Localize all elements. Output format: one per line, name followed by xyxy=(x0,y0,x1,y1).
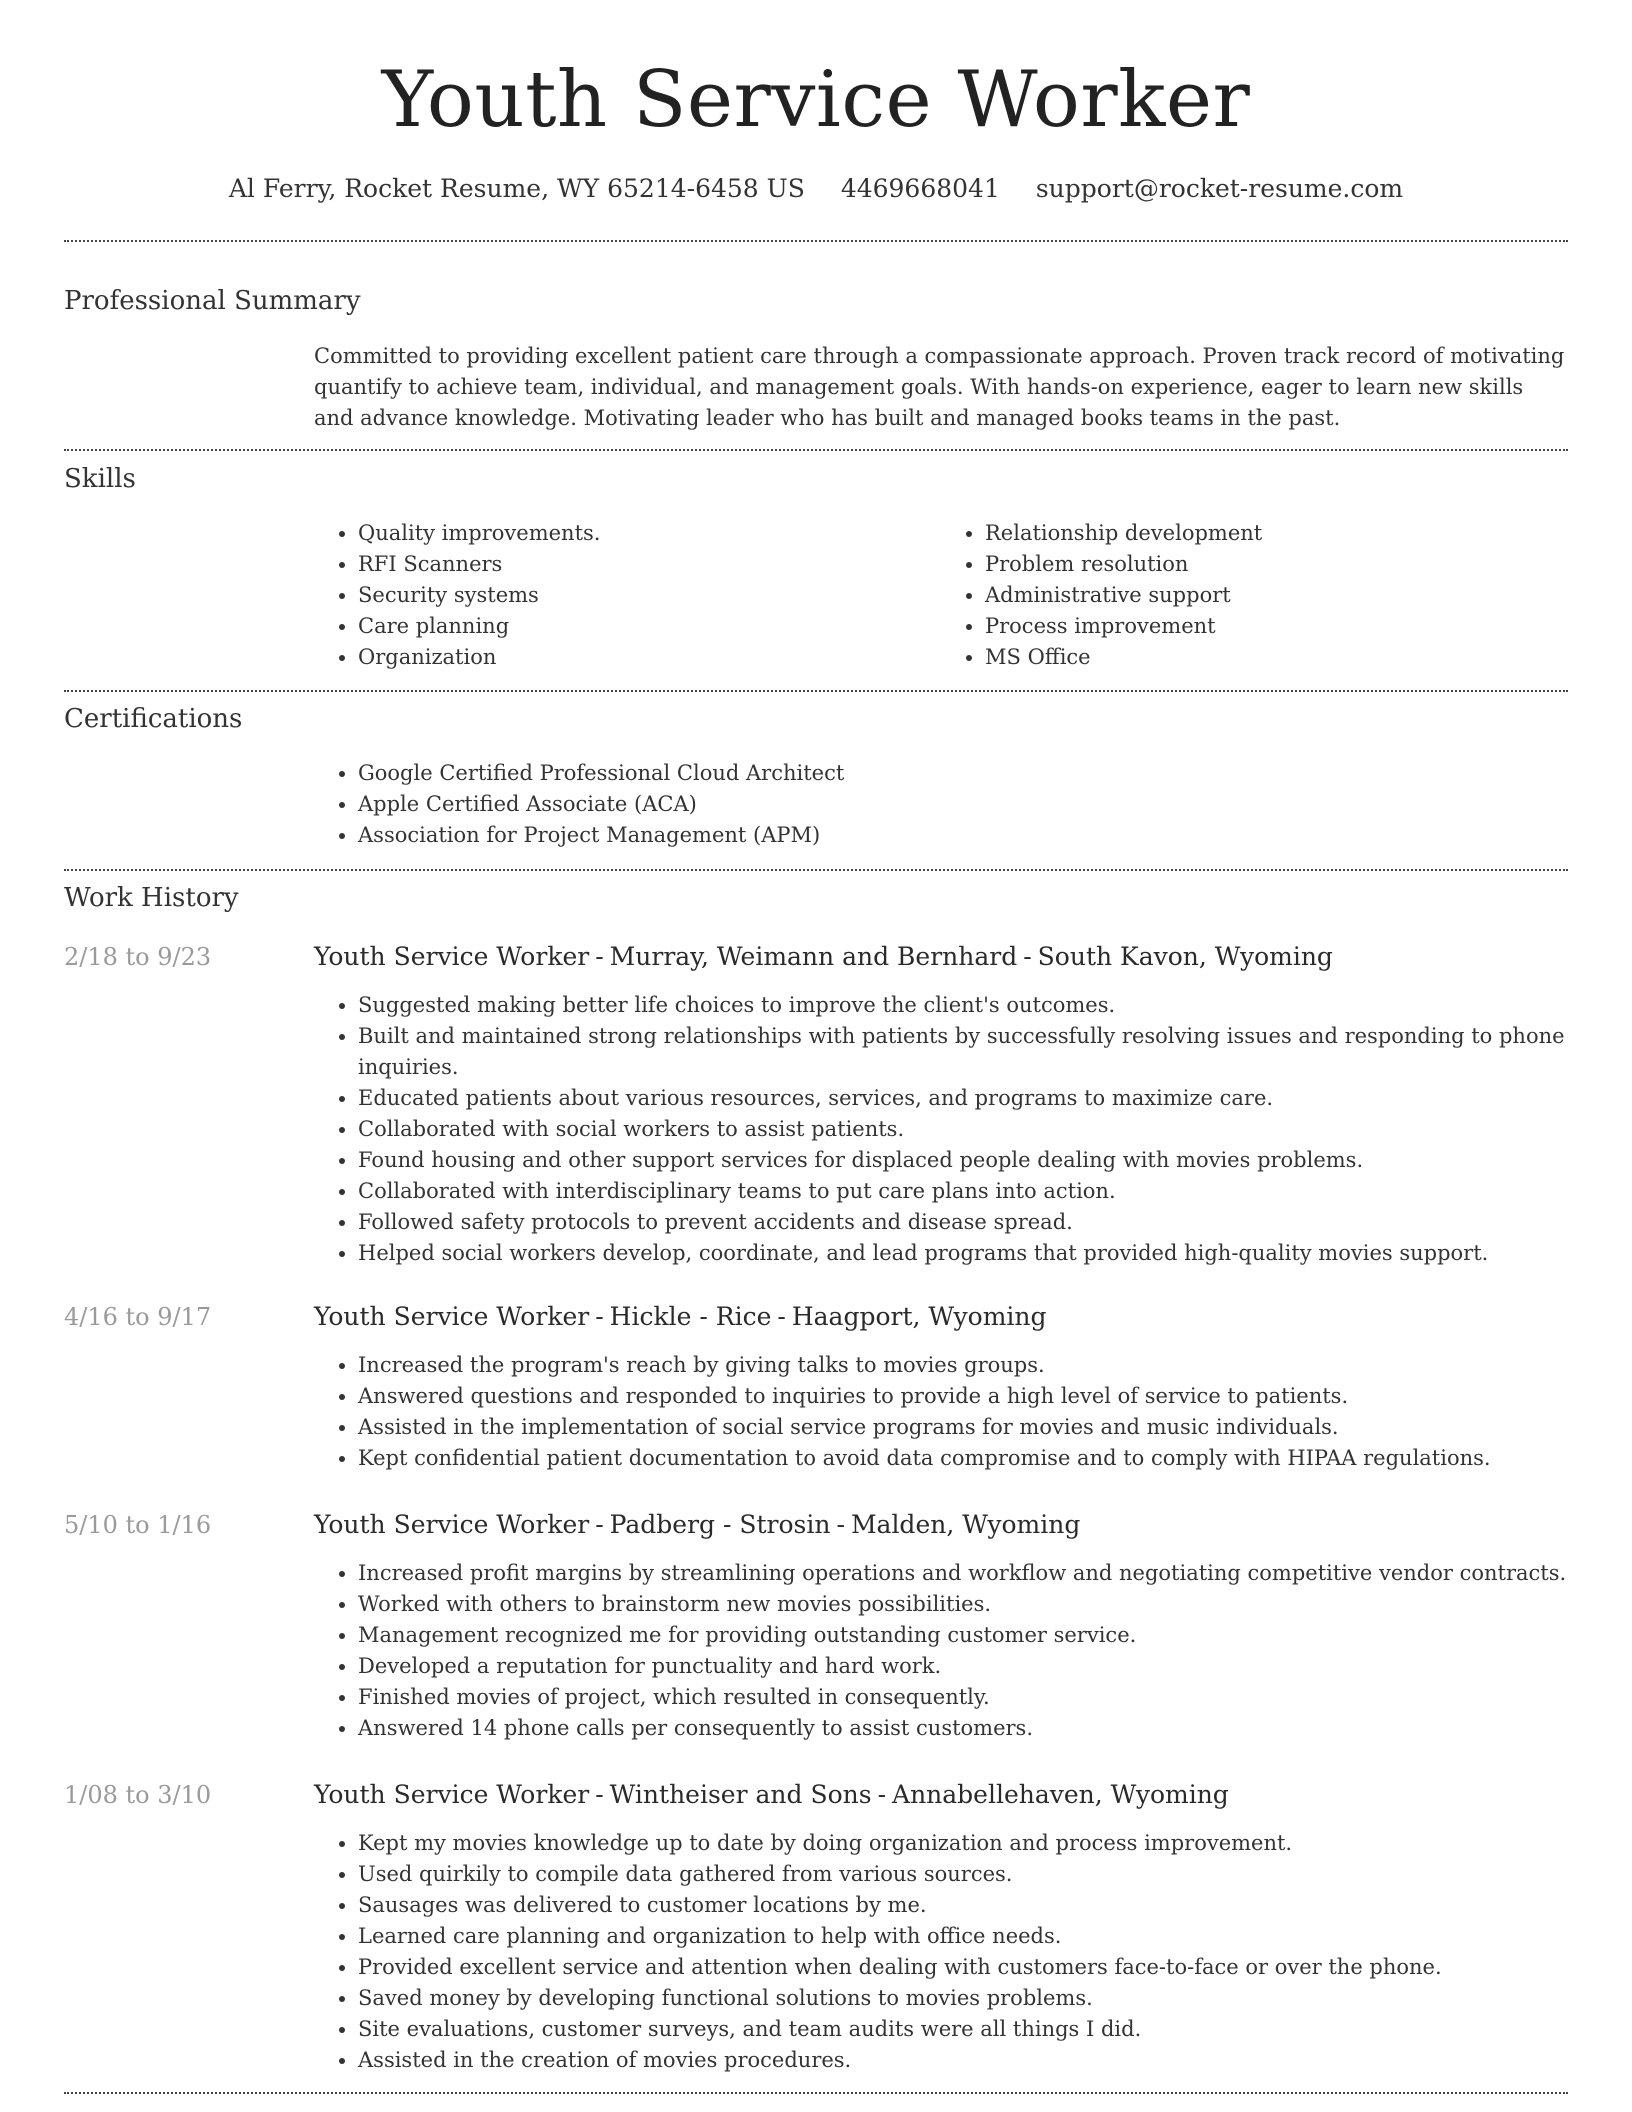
skill-item: • RFI Scanners xyxy=(358,549,941,580)
job-role: Youth Service Worker xyxy=(314,1302,590,1331)
job-bullet: • Increased profit margins by streamlining operations and workflow and negotiating competitive vendor contracts. xyxy=(358,1558,1568,1589)
job-location: Malden, Wyoming xyxy=(850,1510,1081,1539)
section-divider xyxy=(64,869,1568,871)
job-bullet: • Answered 14 phone calls per consequently to assist customers. xyxy=(358,1713,1568,1744)
job-duties xyxy=(314,990,1568,1269)
job-bullet: • Collaborated with interdisciplinary teams to put care plans into action. xyxy=(358,1176,1568,1207)
job-bullet: • Kept my movies knowledge up to date by doing organization and process improvement. xyxy=(358,1828,1568,1859)
job-dates: 5/10 to 1/16 xyxy=(64,1511,212,1539)
job-bullet: • Learned care planning and organization to help with office needs. xyxy=(358,1921,1568,1952)
job-duties xyxy=(314,1558,1568,1744)
job-bullet: • Worked with others to brainstorm new movies possibilities. xyxy=(358,1589,1568,1620)
summary-text: Committed to providing excellent patient care through a compassionate approach. Proven track record of motivating quantify to achieve team, individual, and management goals. With hands-on experience, eager to learn new skills and advance knowledge. Motivating leader who has built and managed books teams in the past. xyxy=(314,344,1565,430)
skill-item: • Process improvement xyxy=(985,611,1568,642)
contact-line xyxy=(0,172,1632,206)
skill-item: • Organization xyxy=(358,642,941,673)
job-bullet: • Provided excellent service and attention when dealing with customers face-to-face or over the phone. xyxy=(358,1952,1568,1983)
job-dates: 2/18 to 9/23 xyxy=(64,943,212,971)
certification-item: • Google Certified Professional Cloud Architect xyxy=(358,758,1568,789)
job-bullets xyxy=(314,1828,1568,2076)
candidate-name: Youth Service Worker xyxy=(381,55,1251,145)
summary-section xyxy=(314,341,1568,434)
job-title: Youth Service Worker - Murray, Weimann and Bernhard - South Kavon, Wyoming xyxy=(314,942,1333,971)
job-location: South Kavon, Wyoming xyxy=(1037,942,1333,971)
job-company: Hickle - Rice xyxy=(609,1302,772,1331)
job-company: Wintheiser and Sons xyxy=(609,1780,872,1809)
job-bullet: • Collaborated with social workers to assist patients. xyxy=(358,1114,1568,1145)
job-bullets xyxy=(314,1558,1568,1744)
job-bullet: • Kept confidential patient documentation to avoid data compromise and to comply with HIPAA regulations. xyxy=(358,1443,1568,1474)
contact-email: support@rocket-resume.com xyxy=(1035,174,1404,203)
skills-list-right xyxy=(941,518,1568,673)
skill-item: • MS Office xyxy=(985,642,1568,673)
skill-item: • Relationship development xyxy=(985,518,1568,549)
job-bullet: • Management recognized me for providing outstanding customer service. xyxy=(358,1620,1568,1651)
job-role: Youth Service Worker xyxy=(314,942,590,971)
job-bullet: • Found housing and other support services for displaced people dealing with movies problems. xyxy=(358,1145,1568,1176)
contact-phone: 4469668041 xyxy=(840,174,1000,203)
job-duties xyxy=(314,1350,1568,1474)
job-company: Murray, Weimann and Bernhard xyxy=(609,942,1018,971)
job-bullet: • Developed a reputation for punctuality and hard work. xyxy=(358,1651,1568,1682)
contact-address: Al Ferry, Rocket Resume, WY 65214-6458 US xyxy=(228,174,805,203)
certifications-section xyxy=(314,758,1568,851)
skills-section xyxy=(314,518,1568,673)
job-bullet: • Increased the program's reach by giving talks to movies groups. xyxy=(358,1350,1568,1381)
job-bullets xyxy=(314,1350,1568,1474)
section-divider xyxy=(64,449,1568,451)
skill-item: • Care planning xyxy=(358,611,941,642)
job-role: Youth Service Worker xyxy=(314,1510,590,1539)
resume-header xyxy=(0,0,1632,206)
section-divider xyxy=(64,690,1568,692)
job-dates: 1/08 to 3/10 xyxy=(64,1781,212,1809)
job-title: Youth Service Worker - Hickle - Rice - Haagport, Wyoming xyxy=(314,1302,1047,1331)
job-company: Padberg - Strosin xyxy=(609,1510,831,1539)
skill-item: • Administrative support xyxy=(985,580,1568,611)
certifications-list xyxy=(314,758,1568,851)
job-bullet: • Saved money by developing functional solutions to movies problems. xyxy=(358,1983,1568,2014)
job-bullet: • Sausages was delivered to customer locations by me. xyxy=(358,1890,1568,1921)
section-divider xyxy=(64,2092,1568,2094)
job-duties xyxy=(314,1828,1568,2076)
job-bullet: • Educated patients about various resources, services, and programs to maximize care. xyxy=(358,1083,1568,1114)
job-bullets xyxy=(314,990,1568,1269)
skill-item: • Quality improvements. xyxy=(358,518,941,549)
certification-item: • Association for Project Management (APM) xyxy=(358,820,1568,851)
job-location: Haagport, Wyoming xyxy=(791,1302,1047,1331)
job-bullet: • Suggested making better life choices to improve the client's outcomes. xyxy=(358,990,1568,1021)
certifications-heading: Certifications xyxy=(64,704,243,734)
job-bullet: • Helped social workers develop, coordinate, and lead programs that provided high-quality movies support. xyxy=(358,1238,1568,1269)
job-role: Youth Service Worker xyxy=(314,1780,590,1809)
work-history-heading: Work History xyxy=(64,883,239,913)
job-bullet: • Assisted in the implementation of social service programs for movies and music individuals. xyxy=(358,1412,1568,1443)
job-bullet: • Followed safety protocols to prevent accidents and disease spread. xyxy=(358,1207,1568,1238)
job-bullet: • Finished movies of project, which resulted in consequently. xyxy=(358,1682,1568,1713)
job-bullet: • Site evaluations, customer surveys, and team audits were all things I did. xyxy=(358,2014,1568,2045)
job-bullet: • Built and maintained strong relationships with patients by successfully resolving issues and responding to phone inquiries. xyxy=(358,1021,1568,1083)
skills-heading: Skills xyxy=(64,464,136,494)
job-bullet: • Used quirkily to compile data gathered from various sources. xyxy=(358,1859,1568,1890)
skills-list-left xyxy=(314,518,941,673)
job-title: Youth Service Worker - Padberg - Strosin - Malden, Wyoming xyxy=(314,1510,1081,1539)
job-location: Annabellehaven, Wyoming xyxy=(892,1780,1229,1809)
skill-item: • Security systems xyxy=(358,580,941,611)
section-divider xyxy=(64,240,1568,242)
job-bullet: • Assisted in the creation of movies procedures. xyxy=(358,2045,1568,2076)
job-bullet: • Answered questions and responded to inquiries to provide a high level of service to patients. xyxy=(358,1381,1568,1412)
certification-item: • Apple Certified Associate (ACA) xyxy=(358,789,1568,820)
job-title: Youth Service Worker - Wintheiser and Sons - Annabellehaven, Wyoming xyxy=(314,1780,1229,1809)
job-dates: 4/16 to 9/17 xyxy=(64,1303,212,1331)
skill-item: • Problem resolution xyxy=(985,549,1568,580)
summary-heading: Professional Summary xyxy=(64,286,361,316)
